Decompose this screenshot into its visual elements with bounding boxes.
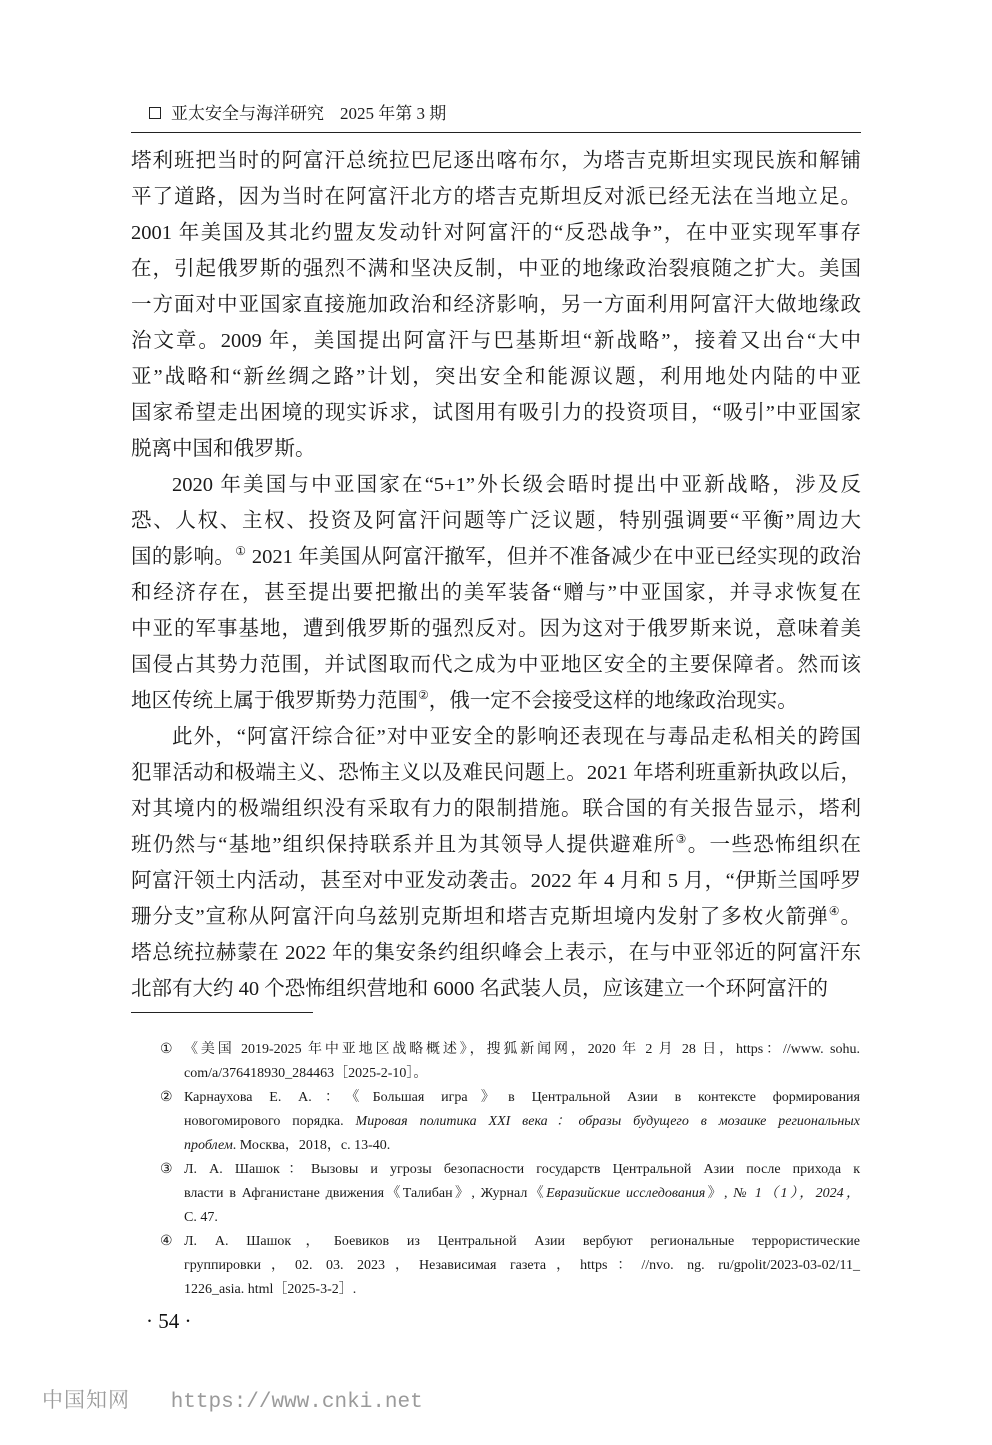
- text-line: 恐、人权、主权、投资及阿富汗问题等广泛议题，特别强调要“平衡”周边大: [131, 510, 861, 532]
- footnote-item: [160, 1230, 860, 1302]
- footnote-number: ②: [160, 1090, 173, 1105]
- footnote-text: новогомирового порядка.: [184, 1114, 356, 1129]
- text-line: 对其境内的极端组织没有采取有力的限制措施。联合国的有关报告显示，塔利: [131, 798, 861, 820]
- text-line: 班仍然与“基地”组织保持联系并且为其领导人提供避难所③。一些恐怖组织在: [131, 832, 862, 856]
- footnote-text: . Москва，2018，с. 13-40.: [232, 1138, 391, 1153]
- footnote-number: ③: [160, 1162, 173, 1177]
- footnote-text: Л. А. Шашок：Вызовы и угрозы безопасности государств Центральной Азии после прихода к: [184, 1162, 860, 1177]
- text-line: 治文章。2009 年，美国提出阿富汗与巴基斯坦“新战略”，接着又出台“大中: [131, 330, 861, 352]
- footnote-line: [184, 1134, 860, 1158]
- cnki-watermark: [42, 1384, 423, 1414]
- footnote-line: [184, 1062, 860, 1086]
- watermark-site-name: 中国知网: [42, 1388, 130, 1412]
- footnote-reference[interactable]: ③: [675, 832, 688, 846]
- header-square-icon: [149, 107, 161, 119]
- footnote-line: [184, 1110, 860, 1134]
- footnote-text: 》,: [705, 1186, 734, 1201]
- text-line: 2020 年美国与中亚国家在“5+1”外长级会晤时提出中亚新战略，涉及反: [172, 474, 861, 496]
- footnote-line: [184, 1038, 860, 1062]
- footnotes: [160, 1038, 860, 1302]
- footnote-reference[interactable]: ②: [418, 688, 429, 702]
- text-line: 塔利班把当时的阿富汗总统拉巴尼逐出喀布尔，为塔吉克斯坦实现民族和解铺: [131, 150, 861, 172]
- footnote-text: власти в Афганистане движения《Талибан》, Журнал《: [184, 1186, 547, 1201]
- text-line: 此外，“阿富汗综合征”对中亚安全的影响还表现在与毒品走私相关的跨国: [172, 726, 861, 748]
- running-header: [131, 101, 861, 133]
- footnote-number: ④: [160, 1234, 173, 1249]
- paragraph: [131, 467, 861, 719]
- footnote-line: [184, 1206, 860, 1230]
- footnote-text: 1226_asia. html［2025-3-2］.: [184, 1282, 357, 1297]
- footnote-item: [160, 1038, 860, 1086]
- footnote-reference[interactable]: ④: [828, 904, 841, 918]
- footnote-text: Л. А. Шашок，Боевиков из Центральной Азии вербуют региональные террористические: [184, 1234, 860, 1249]
- text-line: 北部有大约 40 个恐怖组织营地和 6000 名武装人员，应该建立一个环阿富汗的: [131, 978, 828, 1000]
- text-line: 国侵占其势力范围，并试图取而代之成为中亚地区安全的主要保障者。然而该: [131, 654, 861, 676]
- footnote-text: com/a/376418930_284463［2025-2-10］。: [184, 1066, 428, 1081]
- footnote-line: [184, 1086, 860, 1110]
- text-line: 脱离中国和俄罗斯。: [131, 438, 316, 460]
- text-line: 珊分支”宣称从阿富汗向乌兹别克斯坦和塔吉克斯坦境内发射了多枚火箭弹④。: [131, 904, 861, 928]
- paragraph: [131, 719, 861, 1007]
- footnote-text: Карнаухова Е. А.：《Большая игра》в Центральной Азии в контексте формирования: [184, 1090, 860, 1105]
- journal-title: 亚太安全与海洋研究: [171, 104, 324, 123]
- footnote-italic-text: № 1（1），2024，: [733, 1186, 860, 1201]
- text-line: 和经济存在，甚至提出要把撤出的美军装备“赠与”中亚国家，并寻求恢复在: [131, 582, 861, 604]
- text-line: 阿富汗领土内活动，甚至对中亚发动袭击。2022 年 4 月和 5 月，“伊斯兰国呼罗: [131, 870, 861, 892]
- text-line: 塔总统拉赫蒙在 2022 年的集安条约组织峰会上表示，在与中亚邻近的阿富汗东: [131, 942, 861, 964]
- footnote-text: 《美国 2019-2025 年中亚地区战略概述》，搜狐新闻网，2020 年 2 月 28 日，https：//www. sohu.: [184, 1042, 860, 1057]
- text-line: 国的影响。① 2021 年美国从阿富汗撤军，但并不准备减少在中亚已经实现的政治: [131, 544, 862, 568]
- text-line: 犯罪活动和极端主义、恐怖主义以及难民问题上。2021 年塔利班重新执政以后，: [131, 762, 861, 784]
- footnote-text: группировки，02. 03. 2023，Независимая газета，https：//nvo. ng. ru/gpolit/2023-03-02/11_: [184, 1258, 860, 1273]
- text-line: 平了道路，因为当时在阿富汗北方的塔吉克斯坦反对派已经无法在当地立足。: [131, 186, 861, 208]
- footnote-separator: [131, 1012, 313, 1013]
- paragraph: [131, 143, 861, 467]
- footnote-line: [184, 1230, 860, 1254]
- journal-issue: 2025 年第 3 期: [340, 104, 447, 123]
- text-line: 中亚的军事基地，遭到俄罗斯的强烈反对。因为这对于俄罗斯来说，意味着美: [131, 618, 861, 640]
- footnote-italic-text: Евразийские исследования: [546, 1186, 706, 1201]
- footnote-reference[interactable]: ①: [235, 544, 247, 558]
- text-line: 亚”战略和“新丝绸之路”计划，突出安全和能源议题，利用地处内陆的中亚: [131, 366, 861, 388]
- watermark-url[interactable]: https://www.cnki.net: [170, 1391, 423, 1414]
- page-number: · 54 ·: [146, 1309, 192, 1333]
- footnote-line: [184, 1278, 860, 1302]
- text-line: 地区传统上属于俄罗斯势力范围②，俄一定不会接受这样的地缘政治现实。: [131, 688, 798, 712]
- footnote-line: [184, 1254, 860, 1278]
- footnote-italic-text: проблем: [184, 1138, 233, 1153]
- footnote-text: С. 47.: [184, 1210, 218, 1225]
- footnote-line: [184, 1182, 860, 1206]
- footnote-number: ①: [160, 1042, 173, 1057]
- text-line: 2001 年美国及其北约盟友发动针对阿富汗的“反恐战争”，在中亚实现军事存: [131, 222, 861, 244]
- footnote-item: [160, 1158, 860, 1230]
- text-line: 一方面对中亚国家直接施加政治和经济影响，另一方面利用阿富汗大做地缘政: [131, 294, 861, 316]
- body-text: [131, 143, 861, 1007]
- footnote-item: [160, 1086, 860, 1158]
- text-line: 国家希望走出困境的现实诉求，试图用有吸引力的投资项目，“吸引”中亚国家: [131, 402, 861, 424]
- footnote-italic-text: Мировая политика XXI века：образы будущего в мозаике региональных: [355, 1114, 860, 1129]
- footnote-line: [184, 1158, 860, 1182]
- text-line: 在，引起俄罗斯的强烈不满和坚决反制，中亚的地缘政治裂痕随之扩大。美国: [131, 258, 861, 280]
